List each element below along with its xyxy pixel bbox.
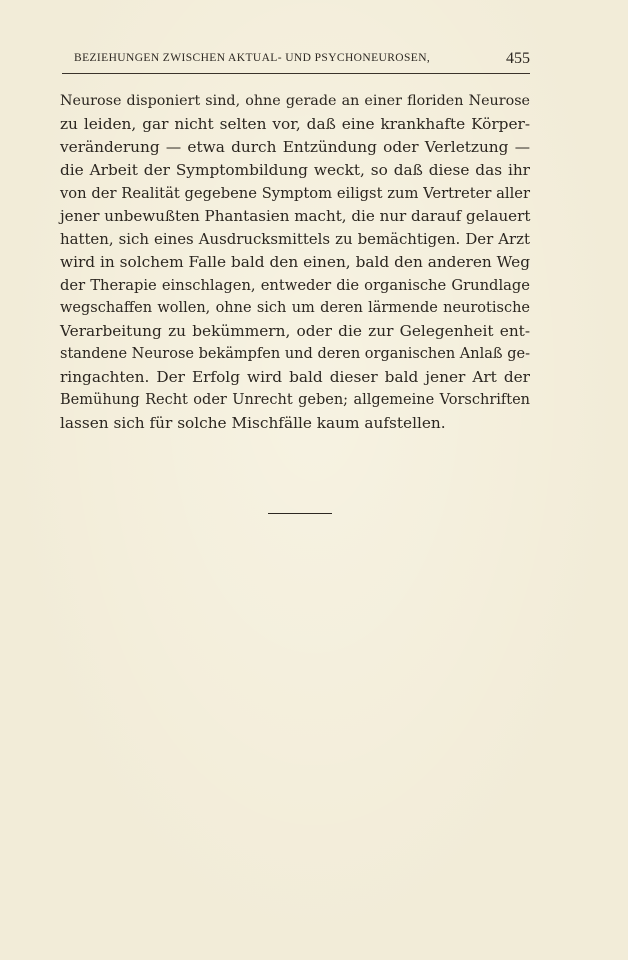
text-line: hatten, sich eines Ausdrucksmittels zu bemächtigen. Der Arzt bbox=[60, 230, 530, 248]
text-line: wird in solchem Falle bald den einen, bald den anderen Weg bbox=[60, 253, 530, 271]
text-line: Bemühung Recht oder Unrecht geben; allgemeine Vorschriften bbox=[60, 392, 530, 408]
page-number: 455 bbox=[506, 50, 530, 67]
text-line: zu leiden, gar nicht selten vor, daß eine krankhafte Körper- bbox=[60, 115, 530, 133]
body-paragraph bbox=[60, 90, 530, 435]
text-line: die Arbeit der Symptombildung weckt, so daß diese das ihr bbox=[60, 161, 530, 179]
text-line: der Therapie einschlagen, entweder die organische Grundlage bbox=[60, 277, 530, 294]
running-title: BEZIEHUNGEN ZWISCHEN AKTUAL- UND PSYCHONEUROSEN, bbox=[74, 52, 431, 64]
text-line: standene Neurose bekämpfen und deren organischen Anlaß ge- bbox=[60, 346, 530, 362]
text-line: ringachten. Der Erfolg wird bald dieser bald jener Art der bbox=[60, 368, 530, 386]
running-head bbox=[62, 52, 530, 70]
text-line: von der Realität gegebene Symptom eiligst zum Vertreter aller bbox=[60, 185, 530, 202]
text-line: jener unbewußten Phantasien macht, die nur darauf gelauert bbox=[60, 207, 531, 225]
text-line: Verarbeitung zu bekümmern, oder die zur Gelegenheit ent- bbox=[60, 322, 530, 340]
section-end-rule bbox=[268, 513, 332, 514]
header-rule bbox=[62, 73, 530, 74]
text-line: Neurose disponiert sind, ohne gerade an einer floriden Neurose bbox=[60, 93, 530, 109]
text-line: lassen sich für solche Mischfälle kaum aufstellen. bbox=[60, 414, 446, 432]
text-line: veränderung — etwa durch Entzündung oder Verletzung — bbox=[60, 138, 530, 156]
text-line: wegschaffen wollen, ohne sich um deren lärmende neurotische bbox=[60, 300, 530, 316]
